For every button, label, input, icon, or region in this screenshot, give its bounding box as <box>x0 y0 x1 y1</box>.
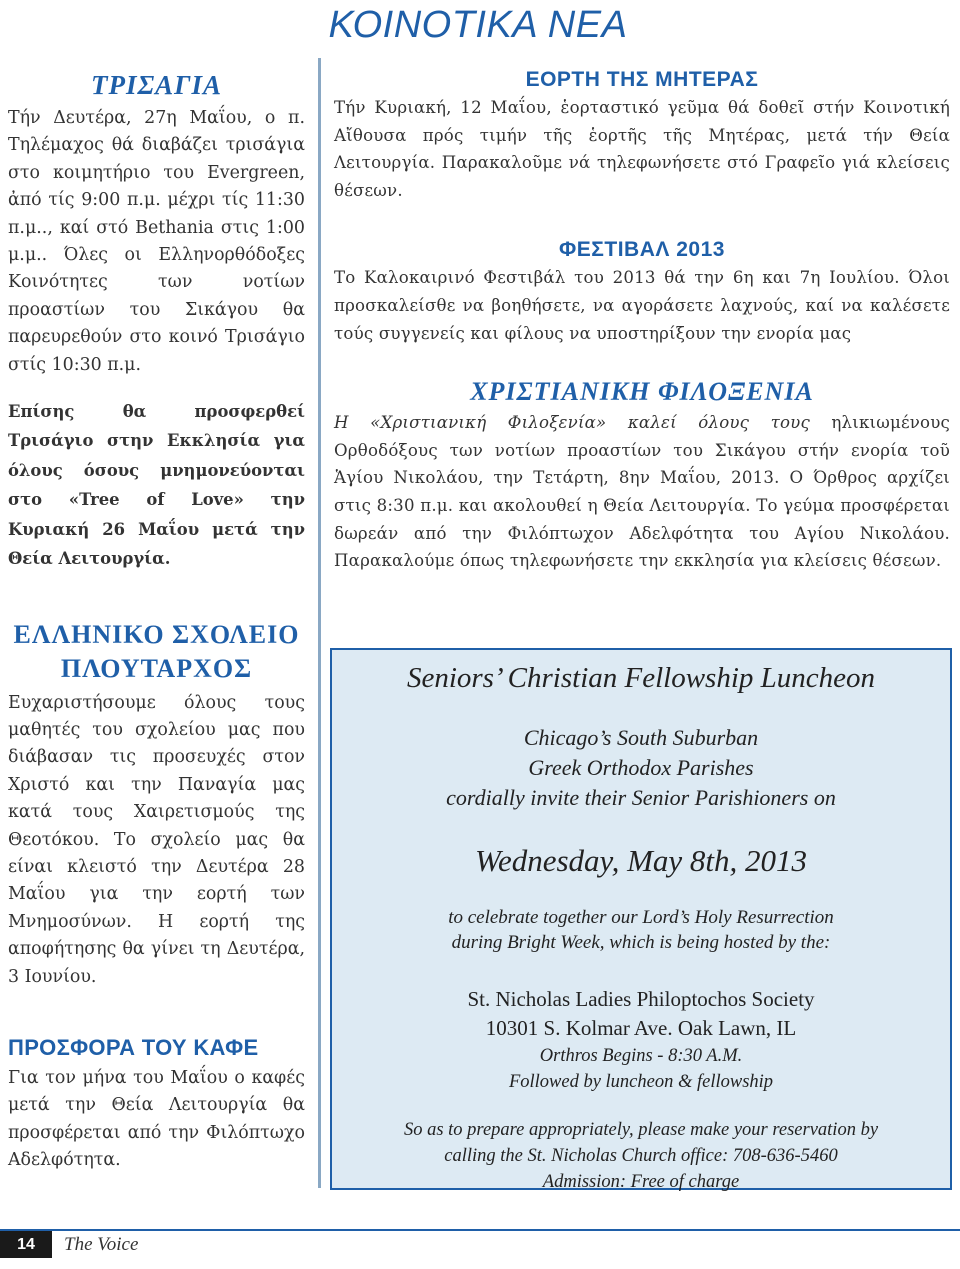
mothers-day-heading: ΕΟΡΤΗ ΤΗΣ ΜΗΤΕΡΑΣ <box>525 68 759 91</box>
luncheon-address: 10301 S. Kolmar Ave. Oak Lawn, IL <box>485 1016 797 1040</box>
luncheon-celebrate-line1: to celebrate together our Lord’s Holy Resurrection <box>448 907 834 928</box>
school-heading-line1: ΕΛΛΗΝΙΚΟ ΣΧΟΛΕΙΟ <box>13 619 300 649</box>
left-column <box>8 62 305 1175</box>
luncheon-line2: Greek Orthodox Parishes <box>528 755 754 780</box>
trisagia-heading: ΤΡΙΣΑΓΙΑ <box>90 70 223 100</box>
tree-of-love-note: Επίσης θα προσφερθεί Τρισάγιο στην Εκκλησία για όλους όσους μνημονεύονται στο «Tree of Love» την Κυριακή 26 Μαΐου μετά την Θεία Λειτουργία. <box>8 402 305 569</box>
right-column <box>334 62 950 575</box>
luncheon-date: Wednesday, May 8th, 2013 <box>474 843 808 878</box>
luncheon-followed: Followed by luncheon & fellowship <box>508 1072 774 1092</box>
luncheon-invitation-box <box>330 648 952 1190</box>
luncheon-line3: cordially invite their Senior Parishioners on <box>446 785 836 810</box>
luncheon-reservation <box>332 1117 950 1195</box>
christian-hospitality-body <box>334 409 950 575</box>
publication-name: The Voice <box>64 1234 139 1255</box>
school-heading <box>8 618 305 686</box>
school-body: Ευχαριστήσουμε όλους τους μαθητές του σχολείου μας που διάβασαν τις προσευχές στον Χριστό και την Παναγία μας κατά τους Χαιρετισμούς της Θεοτόκου. Το σχολείο μας θα είναι κλειστό την Δευτέρα 28 Μαΐου για την εορτή των Μνημοσύνων. Η εορτή της αποφήτησης θα γίνει τη Δευτέρα, 3 Ιουνίου. <box>8 692 305 987</box>
footer-rule <box>0 1229 960 1231</box>
coffee-body: Για τον μήνα του Μαΐου ο καφές μετά την Θεία Λειτουργία θα προσφέρεται από την Φιλόπτωχο Αδελφότητα. <box>8 1067 305 1171</box>
luncheon-schedule <box>332 1043 950 1095</box>
luncheon-line1: Chicago’s South Suburban <box>523 725 759 750</box>
christian-hospitality-details: ηλικιωμένους Ορθοδόξους των νοτίων προαστίων του Σικάγου στήν ενορία τοῦ Ἁγίου Νικολάου, την Τετάρτη, 8ην Μαΐου, 2013. Ο Όρθρος αρχίζει στις 8:30 π.μ. και ακολουθεί η Θεία Λειτουργία. Το γεύμα προσφέρεται δωρεάν από την Φιλόπτωχον Αδελφότητα του Αγίου Νικολάου. Παρακαλούμε όπως τηλεφωνήσετε την εκκλησία για κλείσεις θέσεων. <box>334 413 950 571</box>
festival-body: Το Καλοκαιρινό Φεστιβάλ του 2013 θά την 6η και 7η Ιουλίου. Όλοι προσκαλείσθε να βοηθήσετε, να αγοράσετε λαχνούς, καί να καλέσετε τούς συγγενείς και φίλους να υποστηρίξουν την ενορία μας <box>334 268 950 343</box>
luncheon-society: St. Nicholas Ladies Philoptochos Society <box>467 987 815 1011</box>
luncheon-orthros: Orthros Begins - 8:30 A.M. <box>539 1046 743 1066</box>
luncheon-reserve-line1: So as to prepare appropriately, please make your reservation by <box>403 1120 879 1140</box>
luncheon-admission: Admission: Free of charge <box>542 1172 740 1192</box>
luncheon-purpose <box>332 905 950 955</box>
luncheon-reserve-line2: calling the St. Nicholas Church office: 708-636-5460 <box>444 1146 838 1166</box>
page-number: 14 <box>0 1231 52 1258</box>
mothers-day-body: Τήν Κυριακή, 12 Μαΐου, ἑορταστικό γεῦμα θά δοθεῖ στήν Κοινοτική Αἴθουσα πρός τιμήν τῆς ἑορτῆς τῆς Μητέρας, μετά τήν Θεία Λειτουργία. Παρακαλοῦμε νά τηλεφωνήσετε στό Γραφεῖο γιά κλείσεις θέσεων. <box>334 98 950 200</box>
luncheon-celebrate-line2: during Bright Week, which is being hosted by the: <box>451 932 831 953</box>
trisagia-body: Τήν Δευτέρα, 27η Μαΐου, ο π. Τηλέμαχος θά διαβάζει τρισάγια στο κοιμητήριο του Evergreen, ἀπό τίς 9:00 π.μ. μέχρι τίς 11:30 π.μ.., καί στό Bethania στις 1:00 μ.μ.. Όλες οι Ελληνορθόδοξες Κοινότητες των νοτίων προαστίων του Σικάγου θα παρευρεθούν στο κοινό Τρισάγιο στίς 10:30 π.μ. <box>8 108 305 375</box>
christian-hospitality-heading: ΧΡΙΣΤΙΑΝΙΚΗ ΦΙΛΟΞΕΝΙΑ <box>470 377 814 407</box>
festival-heading: ΦΕΣΤΙΒΑΛ 2013 <box>559 238 725 262</box>
column-divider <box>318 58 321 1188</box>
school-heading-line2: ΠΛΟΥΤΑΡΧΟΣ <box>60 653 253 683</box>
christian-hospitality-intro: Η «Χριστιανική Φιλοξενία» καλεί όλους τους <box>334 413 810 433</box>
luncheon-title: Seniors’ Christian Fellowship Luncheon <box>406 662 876 694</box>
luncheon-hosts <box>332 723 950 813</box>
coffee-heading: ΠΡΟΣΦΟΡΑ ΤΟΥ ΚΑΦΕ <box>8 1034 259 1060</box>
section-masthead: ΚΟΙΝΟΤΙΚΑ ΝΕΑ <box>328 4 628 46</box>
luncheon-venue <box>332 985 950 1043</box>
